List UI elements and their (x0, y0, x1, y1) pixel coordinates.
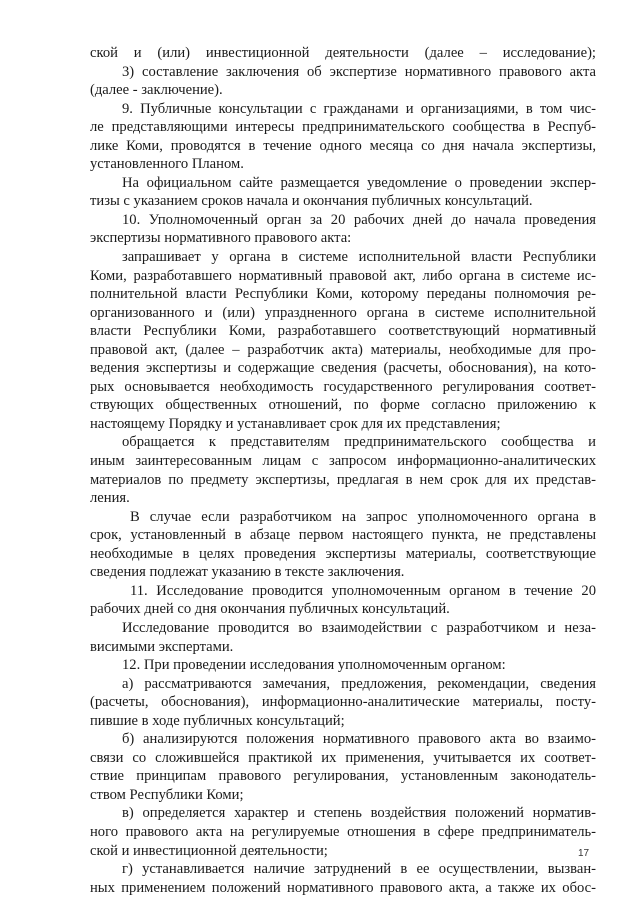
text-line: обращается к представителям предпринимательского сообщества и (122, 434, 596, 451)
text-line: Коми, разработавшего нормативный правовой акт, либо органа в системе ис- (90, 267, 596, 284)
text-line: ствующих общественных отношений, по форме согласно приложению к (90, 397, 596, 414)
text-line: ных применением положений нормативного правового акта, а также их обос- (90, 879, 596, 896)
text-line: 3) составление заключения об экспертизе нормативного правового акта (122, 63, 596, 80)
text-line: тизы с указанием сроков начала и окончания публичных консультаций. (90, 193, 533, 210)
text-line: срок, установленный в абзаце первом настоящего пункта, не представлены (90, 527, 596, 544)
text-line: пившие в ходе публичных консультаций; (90, 712, 345, 729)
text-line: г) устанавливается наличие затруднений в ее осуществлении, вызван- (122, 861, 596, 878)
page-number: 17 (578, 848, 590, 859)
text-line: экспертизы нормативного правового акта: (90, 230, 352, 247)
text-line: Исследование проводится во взаимодействии с разработчиком и неза- (122, 619, 596, 636)
text-line: В случае если разработчиком на запрос уполномоченного органа в (130, 508, 596, 525)
text-line: необходимые в целях проведения экспертизы материалы, соответствующие (90, 545, 596, 562)
text-line: 10. Уполномоченный орган за 20 рабочих дней до начала проведения (122, 211, 596, 228)
text-line: а) рассматриваются замечания, предложения, рекомендации, сведения (122, 675, 596, 692)
text-line: установленного Планом. (90, 156, 244, 173)
text-line: ской и (или) инвестиционной деятельности (далее – исследование); (90, 45, 596, 61)
text-line: настоящему Порядку и устанавливает срок для их представления; (90, 415, 501, 432)
text-line: запрашивает у органа в системе исполнительной власти Республики (122, 249, 596, 266)
text-line: (далее - заключение). (90, 82, 223, 99)
text-line: (расчеты, обоснования), информационно-аналитические материалы, посту- (90, 694, 596, 711)
text-line: в) определяется характер и степень воздействия положений норматив- (122, 805, 596, 822)
text-line: рых основывается необходимость государственного регулирования соответ- (90, 378, 596, 395)
text-line: 12. При проведении исследования уполномоченным органом: (122, 657, 506, 674)
text-line: материалов по предмету экспертизы, предлагая в нем срок для их представ- (90, 471, 596, 488)
text-line: рабочих дней со дня окончания публичных консультаций. (90, 601, 450, 618)
text-line: связи со сложившейся практикой их применения, учитывается их соответ- (90, 749, 596, 766)
text-line: сведения подлежат указанию в тексте заключения. (90, 564, 405, 581)
text-line: 9. Публичные консультации с гражданами и организациями, в том чис- (122, 100, 596, 117)
text-line: ведения экспертизы и содержащие сведения (расчеты, обоснования), на кото- (90, 360, 596, 377)
text-line: ле представляющими интересы предпринимательского сообщества в Респуб- (90, 119, 596, 136)
text-line: правовой акт, (далее – разработчик акта) материалы, необходимые для про- (90, 341, 596, 358)
text-line: ствие принципам правового регулирования, установленным законодатель- (90, 768, 596, 785)
text-line: ного правового акта на регулируемые отношения в сфере предприниматель- (90, 823, 596, 840)
text-line: власти Республики Коми, разработавшего соответствующий нормативный (90, 323, 596, 340)
text-line: организованного и (или) упраздненного органа в системе исполнительной (90, 304, 596, 321)
text-line: 11. Исследование проводится уполномоченным органом в течение 20 (130, 582, 596, 599)
text-line: иным заинтересованным лицам с запросом информационно-аналитических (90, 453, 596, 470)
text-line: На официальном сайте размещается уведомление о проведении экспер- (122, 174, 596, 191)
text-line: б) анализируются положения нормативного правового акта во взаимо- (122, 731, 596, 748)
text-line: висимыми экспертами. (90, 638, 234, 655)
text-line: ления. (90, 490, 130, 507)
text-line: ской и инвестиционной деятельности; (90, 842, 328, 859)
text-line: полнительной власти Республики Коми, которому переданы полномочия ре- (90, 286, 596, 303)
body-text (90, 44, 596, 897)
text-line: ством Республики Коми; (90, 786, 244, 803)
text-line: лике Коми, проводятся в течение одного месяца со дня начала экспертизы, (90, 137, 596, 154)
